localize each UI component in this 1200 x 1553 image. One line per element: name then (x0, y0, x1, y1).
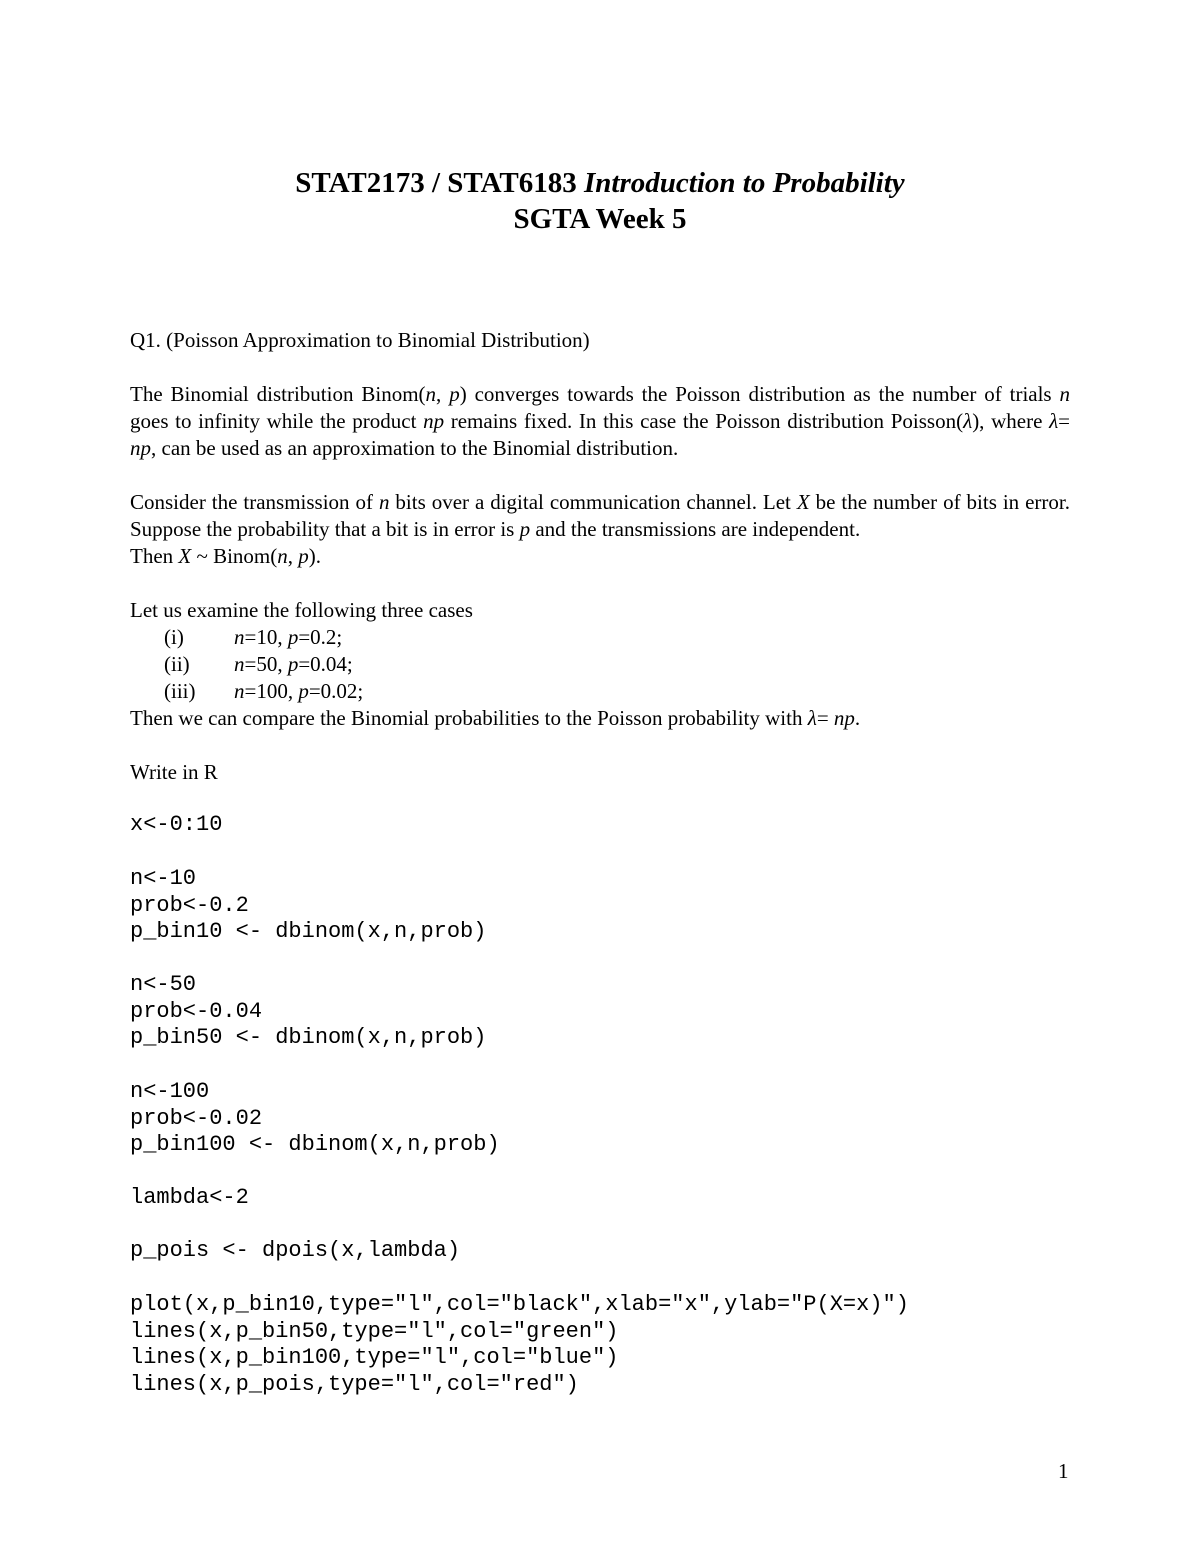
case-values: n=50, p=0.04; (234, 652, 353, 676)
page-number: 1 (1058, 1459, 1069, 1483)
code-block: plot(x,p_bin10,type="l",col="black",xlab="x",ylab="P(X=x)") lines(x,p_bin50,type="l",col="green") lines(x,p_bin100,type="l",col="blue") lines(x,p_pois,type="l",col="red") (130, 1292, 909, 1398)
code-block: n<-100 prob<-0.02 p_bin100 <- dbinom(x,n,prob) (130, 1079, 500, 1158)
code-block: p_pois <- dpois(x,lambda) (130, 1238, 461, 1263)
write-in-r-label: Write in R (130, 760, 218, 784)
course-codes: STAT2173 / STAT6183 (295, 167, 577, 199)
transmission-paragraph: Consider the transmission of n bits over a digital communication channel. Let X be the number of bits in error. Suppose the probability that a bit is in error is p and the transmissions are independent. Then X ~ Binom(n, p). (130, 490, 1070, 568)
case-number: (ii) (164, 652, 190, 676)
code-block: n<-50 prob<-0.04 p_bin50 <- dbinom(x,n,prob) (130, 972, 487, 1051)
case-values: n=100, p=0.02; (234, 679, 364, 703)
compare-sentence: Then we can compare the Binomial probabilities to the Poisson probability with λ= np. (130, 706, 861, 730)
code-block: lambda<-2 (130, 1185, 249, 1210)
course-title: Introduction to Probability (584, 167, 905, 199)
intro-paragraph: The Binomial distribution Binom(n, p) converges towards the Poisson distribution as the number of trials n goes to infinity while the product np remains fixed. In this case the Poisson distribution Poisson(λ), where λ= np, can be used as an approximation to the Binomial distribution. (130, 382, 1071, 460)
case-number: (iii) (164, 679, 196, 703)
document-title (0, 166, 1200, 200)
case-values: n=10, p=0.2; (234, 625, 343, 649)
cases-intro: Let us examine the following three cases (130, 598, 473, 622)
case-number: (i) (164, 625, 184, 649)
code-block: x<-0:10 (130, 812, 223, 837)
question-heading: Q1. (Poisson Approximation to Binomial Distribution) (130, 328, 590, 352)
code-block: n<-10 prob<-0.2 p_bin10 <- dbinom(x,n,prob) (130, 866, 487, 945)
document-subtitle: SGTA Week 5 (513, 203, 687, 235)
